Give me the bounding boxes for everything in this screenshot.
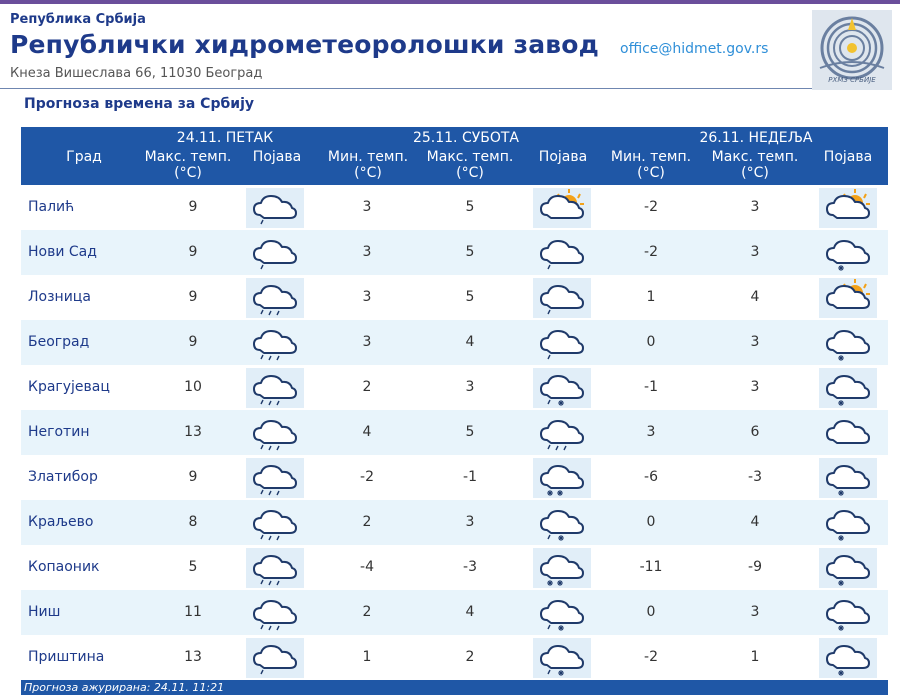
city-name[interactable]: Палић [28,199,75,215]
cloud-light-rain-icon [533,278,591,318]
cloud-rain-snow-icon [533,638,591,678]
d2-max-temp: 3 [465,514,475,530]
d2-max-temp: 5 [465,199,475,215]
d3-min-temp: -1 [644,379,658,395]
update-footer: Прогноза ажурирана: 24.11. 11:21 [21,680,888,695]
d3-max-temp: 3 [750,334,760,350]
d1-max-temp: 5 [188,559,198,575]
city-name[interactable]: Копаоник [28,559,100,575]
cloud-rain-icon [246,503,304,543]
cloud-snow-icon [819,233,877,273]
header-day3-phen: Појава [823,149,873,165]
header-day3-min [601,149,701,181]
d2-min-temp: 3 [362,289,372,305]
header-day2-max-unit: (°C) [456,165,484,181]
d1-max-temp: 9 [188,469,198,485]
header-day3-max-unit: (°C) [741,165,769,181]
cloud-rain-icon [246,458,304,498]
cloud-light-rain-icon [246,233,304,273]
table-row [21,455,888,500]
header-day3-max [704,149,806,181]
table-row [21,320,888,365]
logo-text: РХМЗ СРБИЈЕ [828,76,876,84]
table-row [21,410,888,455]
cloud-icon [819,413,877,453]
table-row [21,365,888,410]
city-name[interactable]: Лозница [28,289,91,305]
table-row [21,275,888,320]
city-name[interactable]: Београд [28,334,90,350]
cloud-rain-snow-icon [533,503,591,543]
table-row [21,185,888,230]
city-name[interactable]: Приштина [28,649,105,665]
cloud-rain-icon [533,413,591,453]
d1-max-temp: 13 [184,649,202,665]
table-row [21,545,888,590]
table-header [21,127,888,185]
cloud-snow-icon [819,593,877,633]
header-day2-max-label: Макс. темп. [426,149,514,165]
cloud-light-rain-icon [533,233,591,273]
d2-min-temp: 3 [362,334,372,350]
d1-max-temp: 9 [188,199,198,215]
d3-min-temp: 0 [646,334,656,350]
cloud-snow-icon [819,368,877,408]
d2-max-temp: 5 [465,289,475,305]
header-day1: 24.11. ПЕТАК [176,130,274,146]
d3-min-temp: 3 [646,424,656,440]
cloud-heavy-snow-icon [533,548,591,588]
d2-min-temp: -4 [360,559,374,575]
d1-max-temp: 9 [188,289,198,305]
d3-min-temp: -11 [639,559,663,575]
d1-max-temp: 9 [188,244,198,260]
d2-min-temp: 2 [362,604,372,620]
cloud-rain-icon [246,368,304,408]
d2-min-temp: -2 [360,469,374,485]
rhmz-logo[interactable] [812,10,892,90]
d3-max-temp: 3 [750,604,760,620]
d2-min-temp: 3 [362,244,372,260]
d3-min-temp: -6 [644,469,658,485]
d1-max-temp: 13 [184,424,202,440]
d3-min-temp: -2 [644,199,658,215]
d2-max-temp: 5 [465,424,475,440]
city-name[interactable]: Крагујевац [28,379,110,395]
d2-min-temp: 2 [362,379,372,395]
header-day2: 25.11. СУБОТА [412,130,520,146]
header-city: Град [66,149,102,165]
d3-max-temp: 1 [750,649,760,665]
header-day1-phen: Појава [252,149,302,165]
d1-max-temp: 9 [188,334,198,350]
table-row [21,230,888,275]
d3-max-temp: 3 [750,379,760,395]
cloud-snow-icon [819,458,877,498]
forecast-table [21,127,888,680]
d1-max-temp: 10 [184,379,202,395]
cloud-rain-icon [246,278,304,318]
city-name[interactable]: Краљево [28,514,94,530]
header-day1-max-unit: (°C) [174,165,202,181]
institute-address: Кнеза Вишеслава 66, 11030 Београд [10,66,263,81]
d2-max-temp: 5 [465,244,475,260]
d3-min-temp: 0 [646,604,656,620]
institute-title[interactable]: Републички хидрометеоролошки завод [10,30,600,59]
sun-behind-cloud-icon [533,188,591,228]
d3-max-temp: 4 [750,289,760,305]
d3-max-temp: -9 [748,559,762,575]
header-day2-min-label: Мин. темп. [327,149,409,165]
table-row [21,590,888,635]
d1-max-temp: 11 [184,604,202,620]
cloud-light-rain-icon [533,323,591,363]
d3-max-temp: 3 [750,199,760,215]
d3-max-temp: 4 [750,514,760,530]
d3-min-temp: -2 [644,649,658,665]
cloud-snow-icon [819,638,877,678]
d2-min-temp: 1 [362,649,372,665]
d3-max-temp: 3 [750,244,760,260]
city-name[interactable]: Нови Сад [28,244,97,260]
d2-max-temp: 3 [465,379,475,395]
d1-max-temp: 8 [188,514,198,530]
header-day2-min [318,149,418,181]
header-day2-min-unit: (°C) [354,165,382,181]
header-day3: 26.11. НЕДЕЉА [699,130,813,146]
cloud-rain-icon [246,323,304,363]
cloud-heavy-snow-icon [533,458,591,498]
table-body [21,185,888,680]
city-name[interactable]: Ниш [28,604,61,620]
cloud-snow-icon [819,548,877,588]
header-divider [0,88,812,89]
header-day2-max [419,149,521,181]
d2-min-temp: 2 [362,514,372,530]
city-name[interactable]: Златибор [28,469,98,485]
cloud-rain-snow-icon [533,593,591,633]
cloud-light-rain-icon [246,638,304,678]
city-name[interactable]: Неготин [28,424,90,440]
header-day2-phen: Појава [538,149,588,165]
republic-label: Република Србија [10,12,146,27]
d2-min-temp: 4 [362,424,372,440]
d3-min-temp: -2 [644,244,658,260]
page-title: Прогноза времена за Србију [24,96,254,112]
cloud-rain-icon [246,548,304,588]
sun-behind-cloud-icon [819,188,877,228]
header-day3-min-label: Мин. темп. [610,149,692,165]
d2-min-temp: 3 [362,199,372,215]
sun-behind-cloud-icon [819,278,877,318]
d3-max-temp: 6 [750,424,760,440]
d2-max-temp: -3 [463,559,477,575]
cloud-snow-icon [819,323,877,363]
d3-min-temp: 0 [646,514,656,530]
header-day1-max-label: Макс. темп. [144,149,232,165]
table-row [21,500,888,545]
d2-max-temp: 4 [465,334,475,350]
cloud-snow-icon [819,503,877,543]
header-day1-max [137,149,239,181]
d3-min-temp: 1 [646,289,656,305]
d2-max-temp: 2 [465,649,475,665]
cloud-rain-icon [246,413,304,453]
cloud-rain-icon [246,593,304,633]
header-day3-max-label: Макс. темп. [711,149,799,165]
site-header [0,4,900,88]
d3-max-temp: -3 [748,469,762,485]
email-link[interactable]: office@hidmet.gov.rs [620,41,769,57]
cloud-light-rain-icon [246,188,304,228]
cloud-rain-snow-icon [533,368,591,408]
d2-max-temp: 4 [465,604,475,620]
table-row [21,635,888,680]
d2-max-temp: -1 [463,469,477,485]
header-day3-min-unit: (°C) [637,165,665,181]
